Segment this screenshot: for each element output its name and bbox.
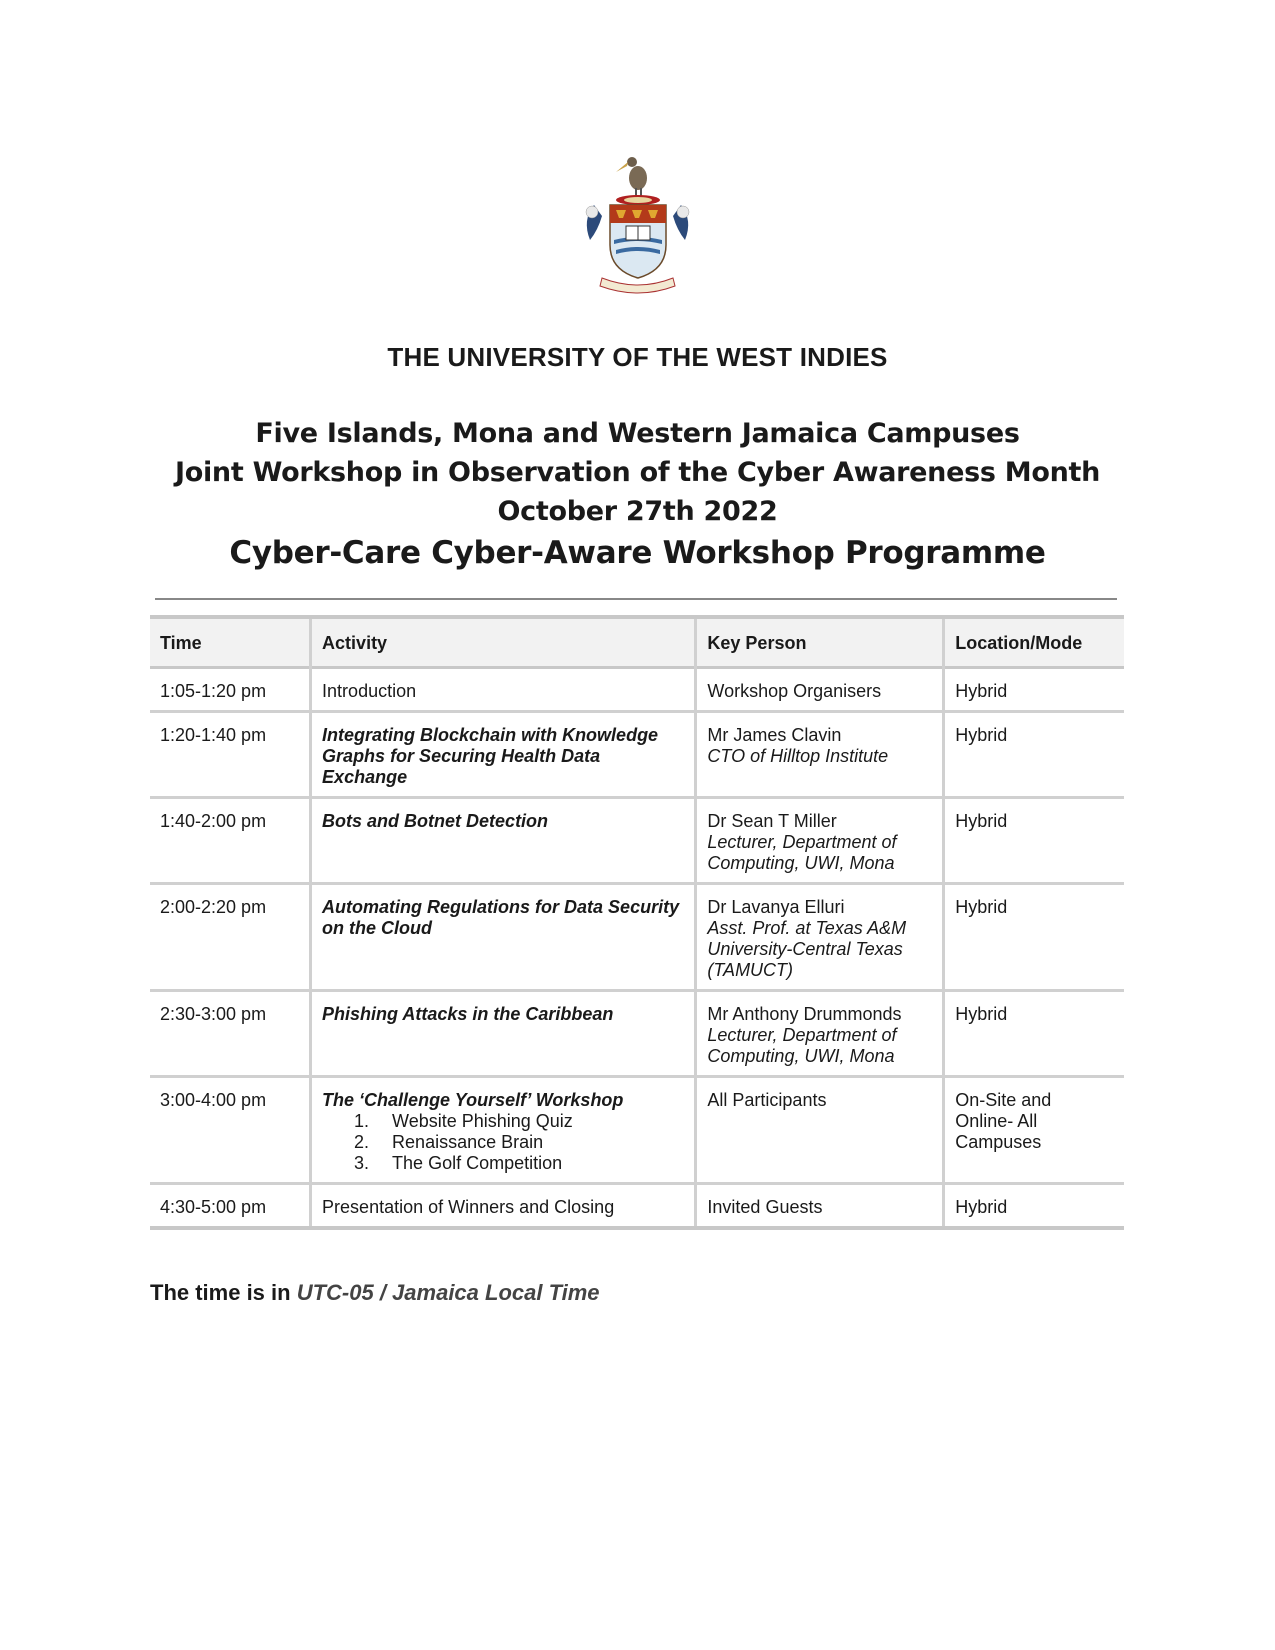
location-cell: Hybrid [944,1184,1124,1229]
location-cell: Hybrid [944,668,1124,712]
list-item: 3. The Golf Competition [374,1153,684,1174]
key-person-cell: Workshop Organisers [696,668,944,712]
header-key-person: Key Person [696,617,944,668]
schedule-table [150,615,1124,1230]
key-person-cell [696,991,944,1077]
activity-cell: Automating Regulations for Data Security on the Cloud [311,884,696,991]
person-name: Dr Lavanya Elluri [707,897,845,917]
university-name: THE UNIVERSITY OF THE WEST INDIES [387,342,888,372]
header-activity: Activity [311,617,696,668]
list-item: 1. Website Phishing Quiz [374,1111,684,1132]
table-row [150,668,1124,712]
activity-cell [311,1077,696,1184]
table-row [150,798,1124,884]
location-cell: Hybrid [944,712,1124,798]
time-cell: 2:30-3:00 pm [160,1004,267,1024]
activity-cell: Presentation of Winners and Closing [311,1184,696,1229]
location-cell: Hybrid [944,884,1124,991]
location-cell: Hybrid [944,798,1124,884]
table-row [150,1184,1124,1229]
location-cell: Hybrid [944,991,1124,1077]
time-cell: 1:20-1:40 pm [160,725,267,745]
person-role: Lecturer, Department of Computing, UWI, Mona [707,832,897,873]
table-header-row [150,617,1124,668]
table-row [150,712,1124,798]
person-name: Dr Sean T Miller [707,811,837,831]
time-cell: 3:00-4:00 pm [160,1090,267,1110]
timezone-note [150,1280,600,1306]
header-time: Time [160,633,202,653]
campuses-line: Five Islands, Mona and Western Jamaica Campuses [255,418,1020,449]
time-cell: 1:40-2:00 pm [160,811,267,831]
title-divider [155,598,1117,600]
table-row [150,991,1124,1077]
header-location: Location/Mode [944,617,1124,668]
key-person-cell: All Participants [696,1077,944,1184]
key-person-cell [696,712,944,798]
activity-title: The ‘Challenge Yourself’ Workshop [322,1090,624,1110]
timezone-prefix: The time is in [150,1280,297,1305]
person-role: Lecturer, Department of Computing, UWI, Mona [707,1025,897,1066]
activity-cell: Phishing Attacks in the Caribbean [311,991,696,1077]
person-name: Mr James Clavin [707,725,842,745]
list-item: 2. Renaissance Brain [374,1132,684,1153]
time-cell: 2:00-2:20 pm [160,897,267,917]
activity-cell: Introduction [311,668,696,712]
person-role: CTO of Hilltop Institute [707,746,889,766]
key-person-cell [696,798,944,884]
event-date: October 27th 2022 [497,496,778,527]
activity-sublist [322,1111,684,1174]
time-cell: 1:05-1:20 pm [160,681,267,701]
key-person-cell [696,884,944,991]
table-row [150,1077,1124,1184]
programme-title: Cyber-Care Cyber-Aware Workshop Programme [229,535,1046,571]
person-role: Asst. Prof. at Texas A&M University-Central Texas (TAMUCT) [707,918,907,980]
table-row [150,884,1124,991]
workshop-line: Joint Workshop in Observation of the Cyber Awareness Month [174,457,1101,488]
key-person-cell: Invited Guests [696,1184,944,1229]
time-cell: 4:30-5:00 pm [160,1197,267,1217]
location-cell: On-Site and Online- All Campuses [944,1077,1124,1184]
university-crest-logo [580,150,695,295]
activity-cell: Integrating Blockchain with Knowledge Graphs for Securing Health Data Exchange [311,712,696,798]
person-name: Mr Anthony Drummonds [707,1004,902,1024]
activity-cell: Bots and Botnet Detection [311,798,696,884]
timezone-value: UTC-05 / Jamaica Local Time [296,1280,600,1305]
